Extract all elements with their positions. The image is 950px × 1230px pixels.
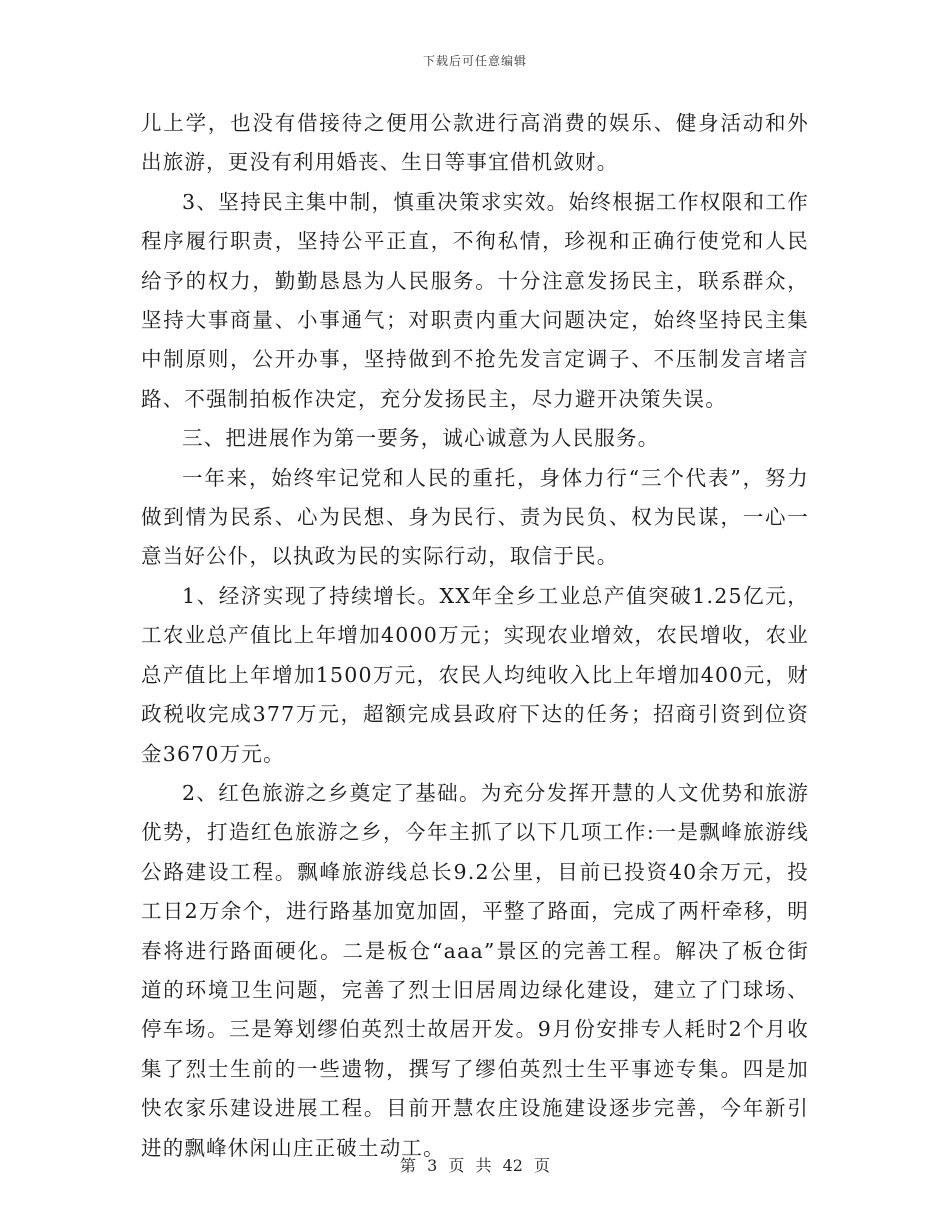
page-header — [0, 52, 950, 69]
document-body — [141, 104, 809, 1168]
paragraph-year-summary: 一年来，始终牢记党和人民的重托，身体力行“三个代表”，努力做到情为民系、心为民想、身为民行、责为民负、权为民谋，一心一意当好公仆，以执政为民的实际行动，取信于民。 — [141, 465, 809, 569]
paragraph-economic-growth: 1、经济实现了持续增长。XX年全乡工业总产值突破1.25亿元，工农业总产值比上年增加4000万元；实现农业增效，农民增收，农业总产值比上年增加1500万元，农民人均纯收入比上年增加400元，财政税收完成377万元，超额完成县政府下达的任务；招商引资到位资金3670万元。 — [141, 583, 809, 766]
footer-total-pages: 42 — [502, 1156, 523, 1175]
paragraph-democratic-centralism: 3、坚持民主集中制，慎重决策求实效。始终根据工作权限和工作程序履行职责，坚持公平正直，不徇私情，珍视和正确行使党和人民给予的权力，勤勤恳恳为人民服务。十分注意发扬民主，联系群众，坚持大事商量、小事通气；对职责内重大问题决定，始终坚持民主集中制原则，公开办事，坚持做到不抢先发言定调子、不压制发言堵言路、不强制拍板作决定，充分发扬民主，尽力避开决策失误。 — [141, 189, 809, 411]
paragraph-red-tourism: 2、红色旅游之乡奠定了基础。为充分发挥开慧的人文优势和旅游优势，打造红色旅游之乡，今年主抓了以下几项工作:一是飘峰旅游线公路建设工程。飘峰旅游线总长9.2公里，目前已投资40余万元，投工日2万余个，进行路基加宽加固，平整了路面，完成了两杆牵移，明春将进行路面硬化。二是板仓“aaa”景区的完善工程。解决了板仓街道的环境卫生问题，完善了烈士旧居周边绿化建设，建立了门球场、停车场。三是筹划缪伯英烈士故居开发。9月份安排专人耗时2个月收集了烈士生前的一些遗物，撰写了缪伯英烈士生平事迹专集。四是加快农家乐建设进展工程。目前开慧农庄设施建设逐步完善，今年新引进的飘峰休闲山庄正破土动工。 — [141, 780, 809, 1160]
footer-current-page: 3 — [427, 1156, 438, 1175]
footer-suffix: 页 — [534, 1156, 551, 1175]
footer-prefix: 第 — [399, 1156, 416, 1175]
page-footer — [0, 1153, 950, 1176]
footer-page-word: 页 — [448, 1156, 465, 1175]
footer-total-word: 共 — [475, 1156, 492, 1175]
paragraph-continuation: 儿上学，也没有借接待之便用公款进行高消费的娱乐、健身活动和外出旅游，更没有利用婚丧、生日等事宜借机敛财。 — [141, 111, 809, 175]
header-text: 下载后可任意编辑 — [422, 54, 527, 68]
section-heading-three: 三、把进展作为第一要务，诚心诚意为人民服务。 — [182, 426, 660, 451]
